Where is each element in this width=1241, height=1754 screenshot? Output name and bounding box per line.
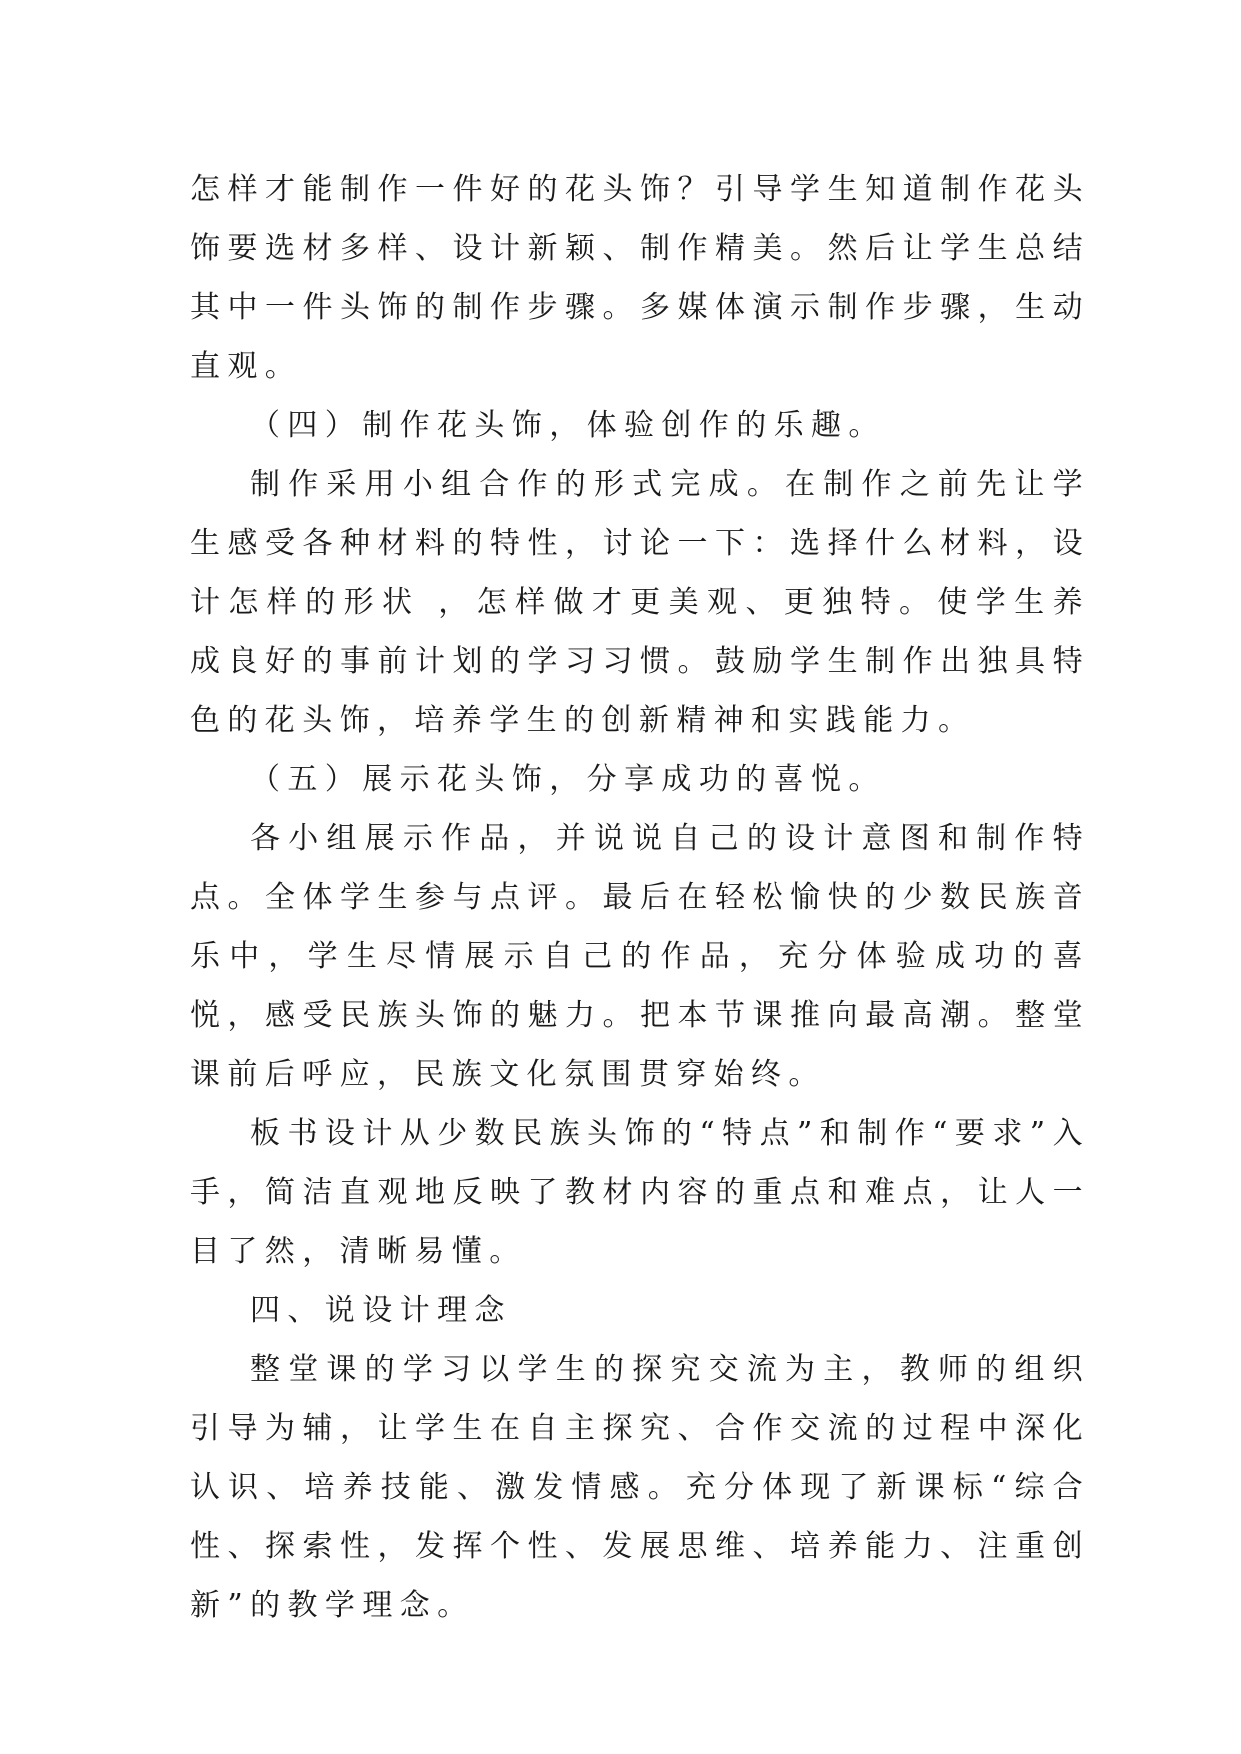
section-heading-design-concept: 四、说设计理念 xyxy=(250,1293,512,1328)
paragraph-making: 制作采用小组合作的形式完成。在制作之前先让学生感受各种材料的特性，讨论一下：选择什么材料，设计怎样的形状 ，怎样做才更美观、更独特。使学生养成良好的事前计划的学习习惯。鼓励学生制作出独具特色的花头饰，培养学生的创新精神和实践能力。 xyxy=(190,467,1090,738)
section-heading-four-make: （四）制作花头饰，体验创作的乐趣。 xyxy=(250,408,886,443)
paragraph-showcase: 各小组展示作品，并说说自己的设计意图和制作特点。全体学生参与点评。最后在轻松愉快的少数民族音乐中，学生尽情展示自己的作品，充分体验成功的喜悦，感受民族头饰的魅力。把本节课推向最高潮。整堂课前后呼应，民族文化氛围贯穿始终。 xyxy=(190,821,1090,1092)
document-page xyxy=(190,160,1090,1635)
paragraph-blackboard-design: 板书设计从少数民族头饰的“特点”和制作“要求”入手，简洁直观地反映了教材内容的重点和难点，让人一目了然，清晰易懂。 xyxy=(190,1116,1090,1269)
paragraph-intro: 怎样才能制作一件好的花头饰？引导学生知道制作花头饰要选材多样、设计新颖、制作精美。然后让学生总结其中一件头饰的制作步骤。多媒体演示制作步骤，生动直观。 xyxy=(190,172,1090,384)
section-heading-five-show: （五）展示花头饰，分享成功的喜悦。 xyxy=(250,762,886,797)
paragraph-design-concept: 整堂课的学习以学生的探究交流为主，教师的组织引导为辅，让学生在自主探究、合作交流的过程中深化认识、培养技能、激发情感。充分体现了新课标“综合性、探索性，发挥个性、发展思维、培养能力、注重创新”的教学理念。 xyxy=(190,1352,1090,1623)
